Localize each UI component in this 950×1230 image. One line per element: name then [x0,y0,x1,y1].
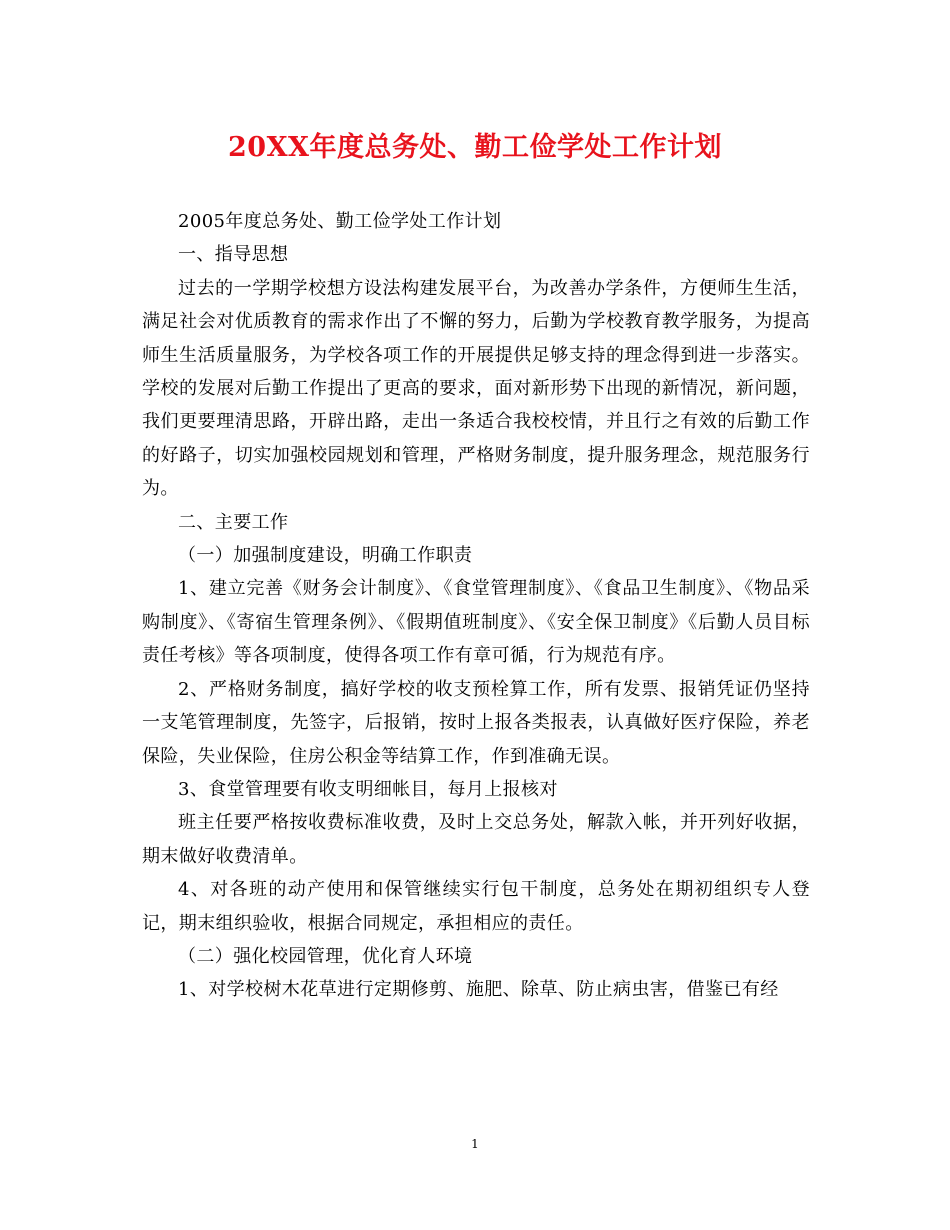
paragraph-guiding-ideas-body: 过去的一学期学校想方设法构建发展平台，为改善办学条件，方便师生生活，满足社会对优质教育的需求作出了不懈的努力，后勤为学校教育教学服务，为提高师生生活质量服务，为学校各项工作的开展提供足够支持的理念得到进一步落实。学校的发展对后勤工作提出了更高的要求，面对新形势下出现的新情况，新问题，我们更要理清思路，开辟出路，走出一条适合我校校情，并且行之有效的后勤工作的好路子，切实加强校园规划和管理，严格财务制度，提升服务理念，规范服务行为。 [142,277,810,500]
paragraph-fee-collection: 班主任要严格按收费标准收费，及时上交总务处，解款入帐，并开列好收据，期末做好收费清单。 [142,812,810,867]
paragraph-item-1-greening: 1、对学校树木花草进行定期修剪、施肥、除草、防止病虫害，借鉴已有经 [178,979,779,1001]
paragraph-item-2-finance: 2、严格财务制度，搞好学校的收支预栓算工作，所有发票、报销凭证仍坚持一支笔管理制度，先签字，后报销，按时上报各类报表，认真做好医疗保险，养老保险，失业保险，住房公积金等结算工作，作到准确无误。 [142,678,810,767]
paragraph-subsection-campus-management: （二）强化校园管理，优化育人环境 [178,945,473,967]
document-title: 20XX年度总务处、勤工俭学处工作计划 [228,132,722,163]
document-body [142,205,810,1007]
page-number: 1 [471,1137,479,1151]
paragraph-section-main-work: 二、主要工作 [178,511,289,533]
paragraph-section-guiding-ideas: 一、指导思想 [178,244,289,266]
paragraph-item-3-canteen: 3、食堂管理要有收支明细帐目，每月上报核对 [178,778,558,800]
paragraph-item-1-regulations: 1、建立完善《财务会计制度》、《食堂管理制度》、《食品卫生制度》、《物品采购制度》、《寄宿生管理条例》、《假期值班制度》、《安全保卫制度》《后勤人员目标责任考核》等各项制度，使得各项工作有章可循，行为规范有序。 [142,578,810,667]
paragraph-subsection-system-building: （一）加强制度建设，明确工作职责 [178,545,473,567]
paragraph-plan-heading: 2005年度总务处、勤工俭学处工作计划 [178,211,502,232]
paragraph-item-4-assets: 4、对各班的动产使用和保管继续实行包干制度，总务处在期初组织专人登记，期末组织验收，根据合同规定，承担相应的责任。 [142,879,810,934]
